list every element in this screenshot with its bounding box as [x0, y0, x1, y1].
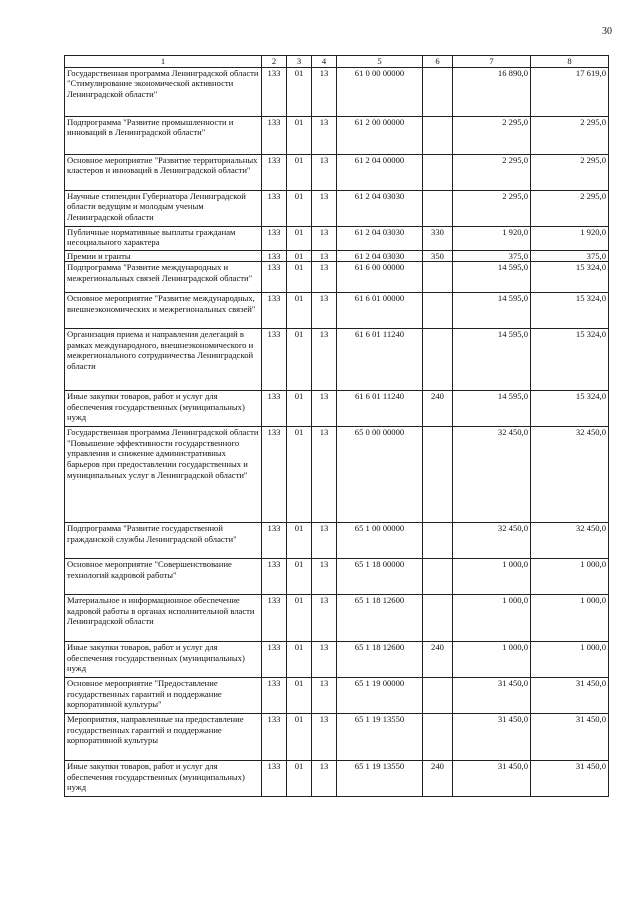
code-cell: 133 — [262, 427, 287, 523]
table-row — [65, 391, 609, 427]
amount-year2-cell: 2 295,0 — [531, 116, 609, 154]
target-article-cell: 65 1 18 12600 — [337, 642, 423, 678]
expense-type-cell — [423, 154, 453, 190]
section-cell: 01 — [287, 226, 312, 250]
table-row — [65, 642, 609, 678]
amount-year2-cell: 375,0 — [531, 250, 609, 262]
amount-year2-cell: 31 450,0 — [531, 714, 609, 761]
amount-year2-cell: 1 920,0 — [531, 226, 609, 250]
amount-year1-cell: 14 595,0 — [453, 293, 531, 329]
section-cell: 01 — [287, 595, 312, 642]
page-number: 30 — [602, 26, 612, 37]
row-name-cell: Иные закупки товаров, работ и услуг для обеспечения государственных (муниципальных) нужд — [65, 391, 262, 427]
target-article-cell: 65 1 19 00000 — [337, 678, 423, 714]
section-cell: 01 — [287, 427, 312, 523]
amount-year1-cell: 2 295,0 — [453, 154, 531, 190]
table-row — [65, 595, 609, 642]
amount-year1-cell: 14 595,0 — [453, 262, 531, 293]
row-name-cell: Подпрограмма "Развитие государственной гражданской службы Ленинградской области" — [65, 523, 262, 559]
amount-year1-cell: 2 295,0 — [453, 116, 531, 154]
budget-table — [64, 55, 609, 797]
section-cell: 01 — [287, 293, 312, 329]
amount-year1-cell: 2 295,0 — [453, 190, 531, 226]
target-article-cell: 61 2 00 00000 — [337, 116, 423, 154]
header-cell: 3 — [287, 56, 312, 68]
section-cell: 01 — [287, 190, 312, 226]
header-cell: 8 — [531, 56, 609, 68]
row-name-cell: Подпрограмма "Развитие международных и межрегиональных связей Ленинградской области" — [65, 262, 262, 293]
target-article-cell: 65 1 19 13550 — [337, 761, 423, 797]
amount-year1-cell: 1 920,0 — [453, 226, 531, 250]
expense-type-cell — [423, 190, 453, 226]
amount-year1-cell: 1 000,0 — [453, 595, 531, 642]
expense-type-cell: 240 — [423, 391, 453, 427]
expense-type-cell — [423, 293, 453, 329]
row-name-cell: Основное мероприятие "Развитие международных, внешнеэкономических и межрегиональных связей" — [65, 293, 262, 329]
row-name-cell: Публичные нормативные выплаты гражданам несоциального характера — [65, 226, 262, 250]
section-cell: 01 — [287, 262, 312, 293]
subsection-cell: 13 — [312, 226, 337, 250]
header-cell: 4 — [312, 56, 337, 68]
subsection-cell: 13 — [312, 427, 337, 523]
section-cell: 01 — [287, 559, 312, 595]
header-cell: 7 — [453, 56, 531, 68]
subsection-cell: 13 — [312, 678, 337, 714]
amount-year1-cell: 31 450,0 — [453, 678, 531, 714]
row-name-cell: Государственная программа Ленинградской области "Повышение эффективности государственного управления и снижение административных барьеров при предоставлении государственных и муниципальных услуг в Ленинградской области" — [65, 427, 262, 523]
target-article-cell: 61 0 00 00000 — [337, 67, 423, 116]
expense-type-cell — [423, 714, 453, 761]
expense-type-cell — [423, 67, 453, 116]
amount-year2-cell: 15 324,0 — [531, 293, 609, 329]
code-cell: 133 — [262, 678, 287, 714]
row-name-cell: Мероприятия, направленные на предоставление государственных гарантий и поддержание корпоративной культуры — [65, 714, 262, 761]
amount-year1-cell: 31 450,0 — [453, 714, 531, 761]
row-name-cell: Иные закупки товаров, работ и услуг для обеспечения государственных (муниципальных) нужд — [65, 761, 262, 797]
table-row — [65, 190, 609, 226]
subsection-cell: 13 — [312, 523, 337, 559]
header-cell: 5 — [337, 56, 423, 68]
target-article-cell: 61 6 00 00000 — [337, 262, 423, 293]
amount-year2-cell: 17 619,0 — [531, 67, 609, 116]
expense-type-cell — [423, 329, 453, 391]
subsection-cell: 13 — [312, 116, 337, 154]
amount-year1-cell: 1 000,0 — [453, 559, 531, 595]
table-row — [65, 678, 609, 714]
code-cell: 133 — [262, 761, 287, 797]
subsection-cell: 13 — [312, 154, 337, 190]
header-cell: 1 — [65, 56, 262, 68]
section-cell: 01 — [287, 154, 312, 190]
amount-year2-cell: 15 324,0 — [531, 262, 609, 293]
row-name-cell: Иные закупки товаров, работ и услуг для обеспечения государственных (муниципальных) нужд — [65, 642, 262, 678]
code-cell: 133 — [262, 190, 287, 226]
header-row — [65, 56, 609, 68]
expense-type-cell — [423, 427, 453, 523]
amount-year2-cell: 1 000,0 — [531, 642, 609, 678]
table-row — [65, 329, 609, 391]
expense-type-cell: 350 — [423, 250, 453, 262]
header-cell: 6 — [423, 56, 453, 68]
subsection-cell: 13 — [312, 262, 337, 293]
code-cell: 133 — [262, 714, 287, 761]
subsection-cell: 13 — [312, 714, 337, 761]
header-cell: 2 — [262, 56, 287, 68]
target-article-cell: 61 2 04 03030 — [337, 250, 423, 262]
row-name-cell: Основное мероприятие "Предоставление государственных гарантий и поддержание корпоративной культуры" — [65, 678, 262, 714]
section-cell: 01 — [287, 761, 312, 797]
code-cell: 133 — [262, 391, 287, 427]
section-cell: 01 — [287, 329, 312, 391]
code-cell: 133 — [262, 642, 287, 678]
code-cell: 133 — [262, 154, 287, 190]
table-row — [65, 714, 609, 761]
table-row — [65, 67, 609, 116]
amount-year1-cell: 375,0 — [453, 250, 531, 262]
table-body — [65, 67, 609, 797]
amount-year1-cell: 14 595,0 — [453, 329, 531, 391]
table-row — [65, 154, 609, 190]
expense-type-cell — [423, 262, 453, 293]
amount-year1-cell: 14 595,0 — [453, 391, 531, 427]
expense-type-cell — [423, 559, 453, 595]
code-cell: 133 — [262, 329, 287, 391]
amount-year2-cell: 1 000,0 — [531, 559, 609, 595]
table-row — [65, 559, 609, 595]
expense-type-cell: 330 — [423, 226, 453, 250]
expense-type-cell: 240 — [423, 761, 453, 797]
table-row — [65, 427, 609, 523]
row-name-cell: Премии и гранты — [65, 250, 262, 262]
target-article-cell: 65 1 00 00000 — [337, 523, 423, 559]
amount-year1-cell: 1 000,0 — [453, 642, 531, 678]
subsection-cell: 13 — [312, 329, 337, 391]
section-cell: 01 — [287, 678, 312, 714]
target-article-cell: 61 2 04 03030 — [337, 190, 423, 226]
table-row — [65, 293, 609, 329]
subsection-cell: 13 — [312, 559, 337, 595]
row-name-cell: Основное мероприятие "Совершенствование технологий кадровой работы" — [65, 559, 262, 595]
subsection-cell: 13 — [312, 190, 337, 226]
code-cell: 133 — [262, 595, 287, 642]
amount-year2-cell: 2 295,0 — [531, 154, 609, 190]
section-cell: 01 — [287, 714, 312, 761]
table-row — [65, 116, 609, 154]
amount-year2-cell: 31 450,0 — [531, 678, 609, 714]
amount-year2-cell: 15 324,0 — [531, 391, 609, 427]
code-cell: 133 — [262, 559, 287, 595]
target-article-cell: 65 1 19 13550 — [337, 714, 423, 761]
subsection-cell: 13 — [312, 642, 337, 678]
amount-year2-cell: 1 000,0 — [531, 595, 609, 642]
amount-year1-cell: 32 450,0 — [453, 523, 531, 559]
target-article-cell: 65 0 00 00000 — [337, 427, 423, 523]
subsection-cell: 13 — [312, 293, 337, 329]
amount-year2-cell: 2 295,0 — [531, 190, 609, 226]
code-cell: 133 — [262, 523, 287, 559]
amount-year1-cell: 31 450,0 — [453, 761, 531, 797]
code-cell: 133 — [262, 67, 287, 116]
row-name-cell: Научные стипендии Губернатора Ленинградской области ведущим и молодым ученым Ленинградской области — [65, 190, 262, 226]
target-article-cell: 61 6 01 11240 — [337, 329, 423, 391]
section-cell: 01 — [287, 116, 312, 154]
row-name-cell: Материальное и информационное обеспечение кадровой работы в органах исполнительной власти Ленинградской области — [65, 595, 262, 642]
table-row — [65, 523, 609, 559]
code-cell: 133 — [262, 116, 287, 154]
table-row — [65, 262, 609, 293]
row-name-cell: Подпрограмма "Развитие промышленности и инноваций в Ленинградской области" — [65, 116, 262, 154]
expense-type-cell: 240 — [423, 642, 453, 678]
amount-year1-cell: 16 890,0 — [453, 67, 531, 116]
code-cell: 133 — [262, 262, 287, 293]
subsection-cell: 13 — [312, 391, 337, 427]
amount-year2-cell: 15 324,0 — [531, 329, 609, 391]
expense-type-cell — [423, 523, 453, 559]
table-row — [65, 761, 609, 797]
row-name-cell: Основное мероприятие "Развитие территориальных кластеров и инноваций в Ленинградской области" — [65, 154, 262, 190]
target-article-cell: 61 2 04 00000 — [337, 154, 423, 190]
amount-year1-cell: 32 450,0 — [453, 427, 531, 523]
section-cell: 01 — [287, 642, 312, 678]
row-name-cell: Государственная программа Ленинградской области "Стимулирование экономической активности Ленинградской области" — [65, 67, 262, 116]
subsection-cell: 13 — [312, 595, 337, 642]
code-cell: 133 — [262, 250, 287, 262]
amount-year2-cell: 32 450,0 — [531, 427, 609, 523]
target-article-cell: 61 6 01 11240 — [337, 391, 423, 427]
target-article-cell: 61 6 01 00000 — [337, 293, 423, 329]
subsection-cell: 13 — [312, 761, 337, 797]
subsection-cell: 13 — [312, 67, 337, 116]
subsection-cell: 13 — [312, 250, 337, 262]
target-article-cell: 65 1 18 00000 — [337, 559, 423, 595]
target-article-cell: 61 2 04 03030 — [337, 226, 423, 250]
amount-year2-cell: 31 450,0 — [531, 761, 609, 797]
expense-type-cell — [423, 595, 453, 642]
amount-year2-cell: 32 450,0 — [531, 523, 609, 559]
section-cell: 01 — [287, 391, 312, 427]
table-row — [65, 226, 609, 250]
code-cell: 133 — [262, 293, 287, 329]
section-cell: 01 — [287, 523, 312, 559]
expense-type-cell — [423, 116, 453, 154]
code-cell: 133 — [262, 226, 287, 250]
table-row — [65, 250, 609, 262]
expense-type-cell — [423, 678, 453, 714]
target-article-cell: 65 1 18 12600 — [337, 595, 423, 642]
section-cell: 01 — [287, 67, 312, 116]
row-name-cell: Организация приема и направления делегаций в рамках международного, внешнеэкономического и межрегионального сотрудничества Ленинградской области — [65, 329, 262, 391]
section-cell: 01 — [287, 250, 312, 262]
